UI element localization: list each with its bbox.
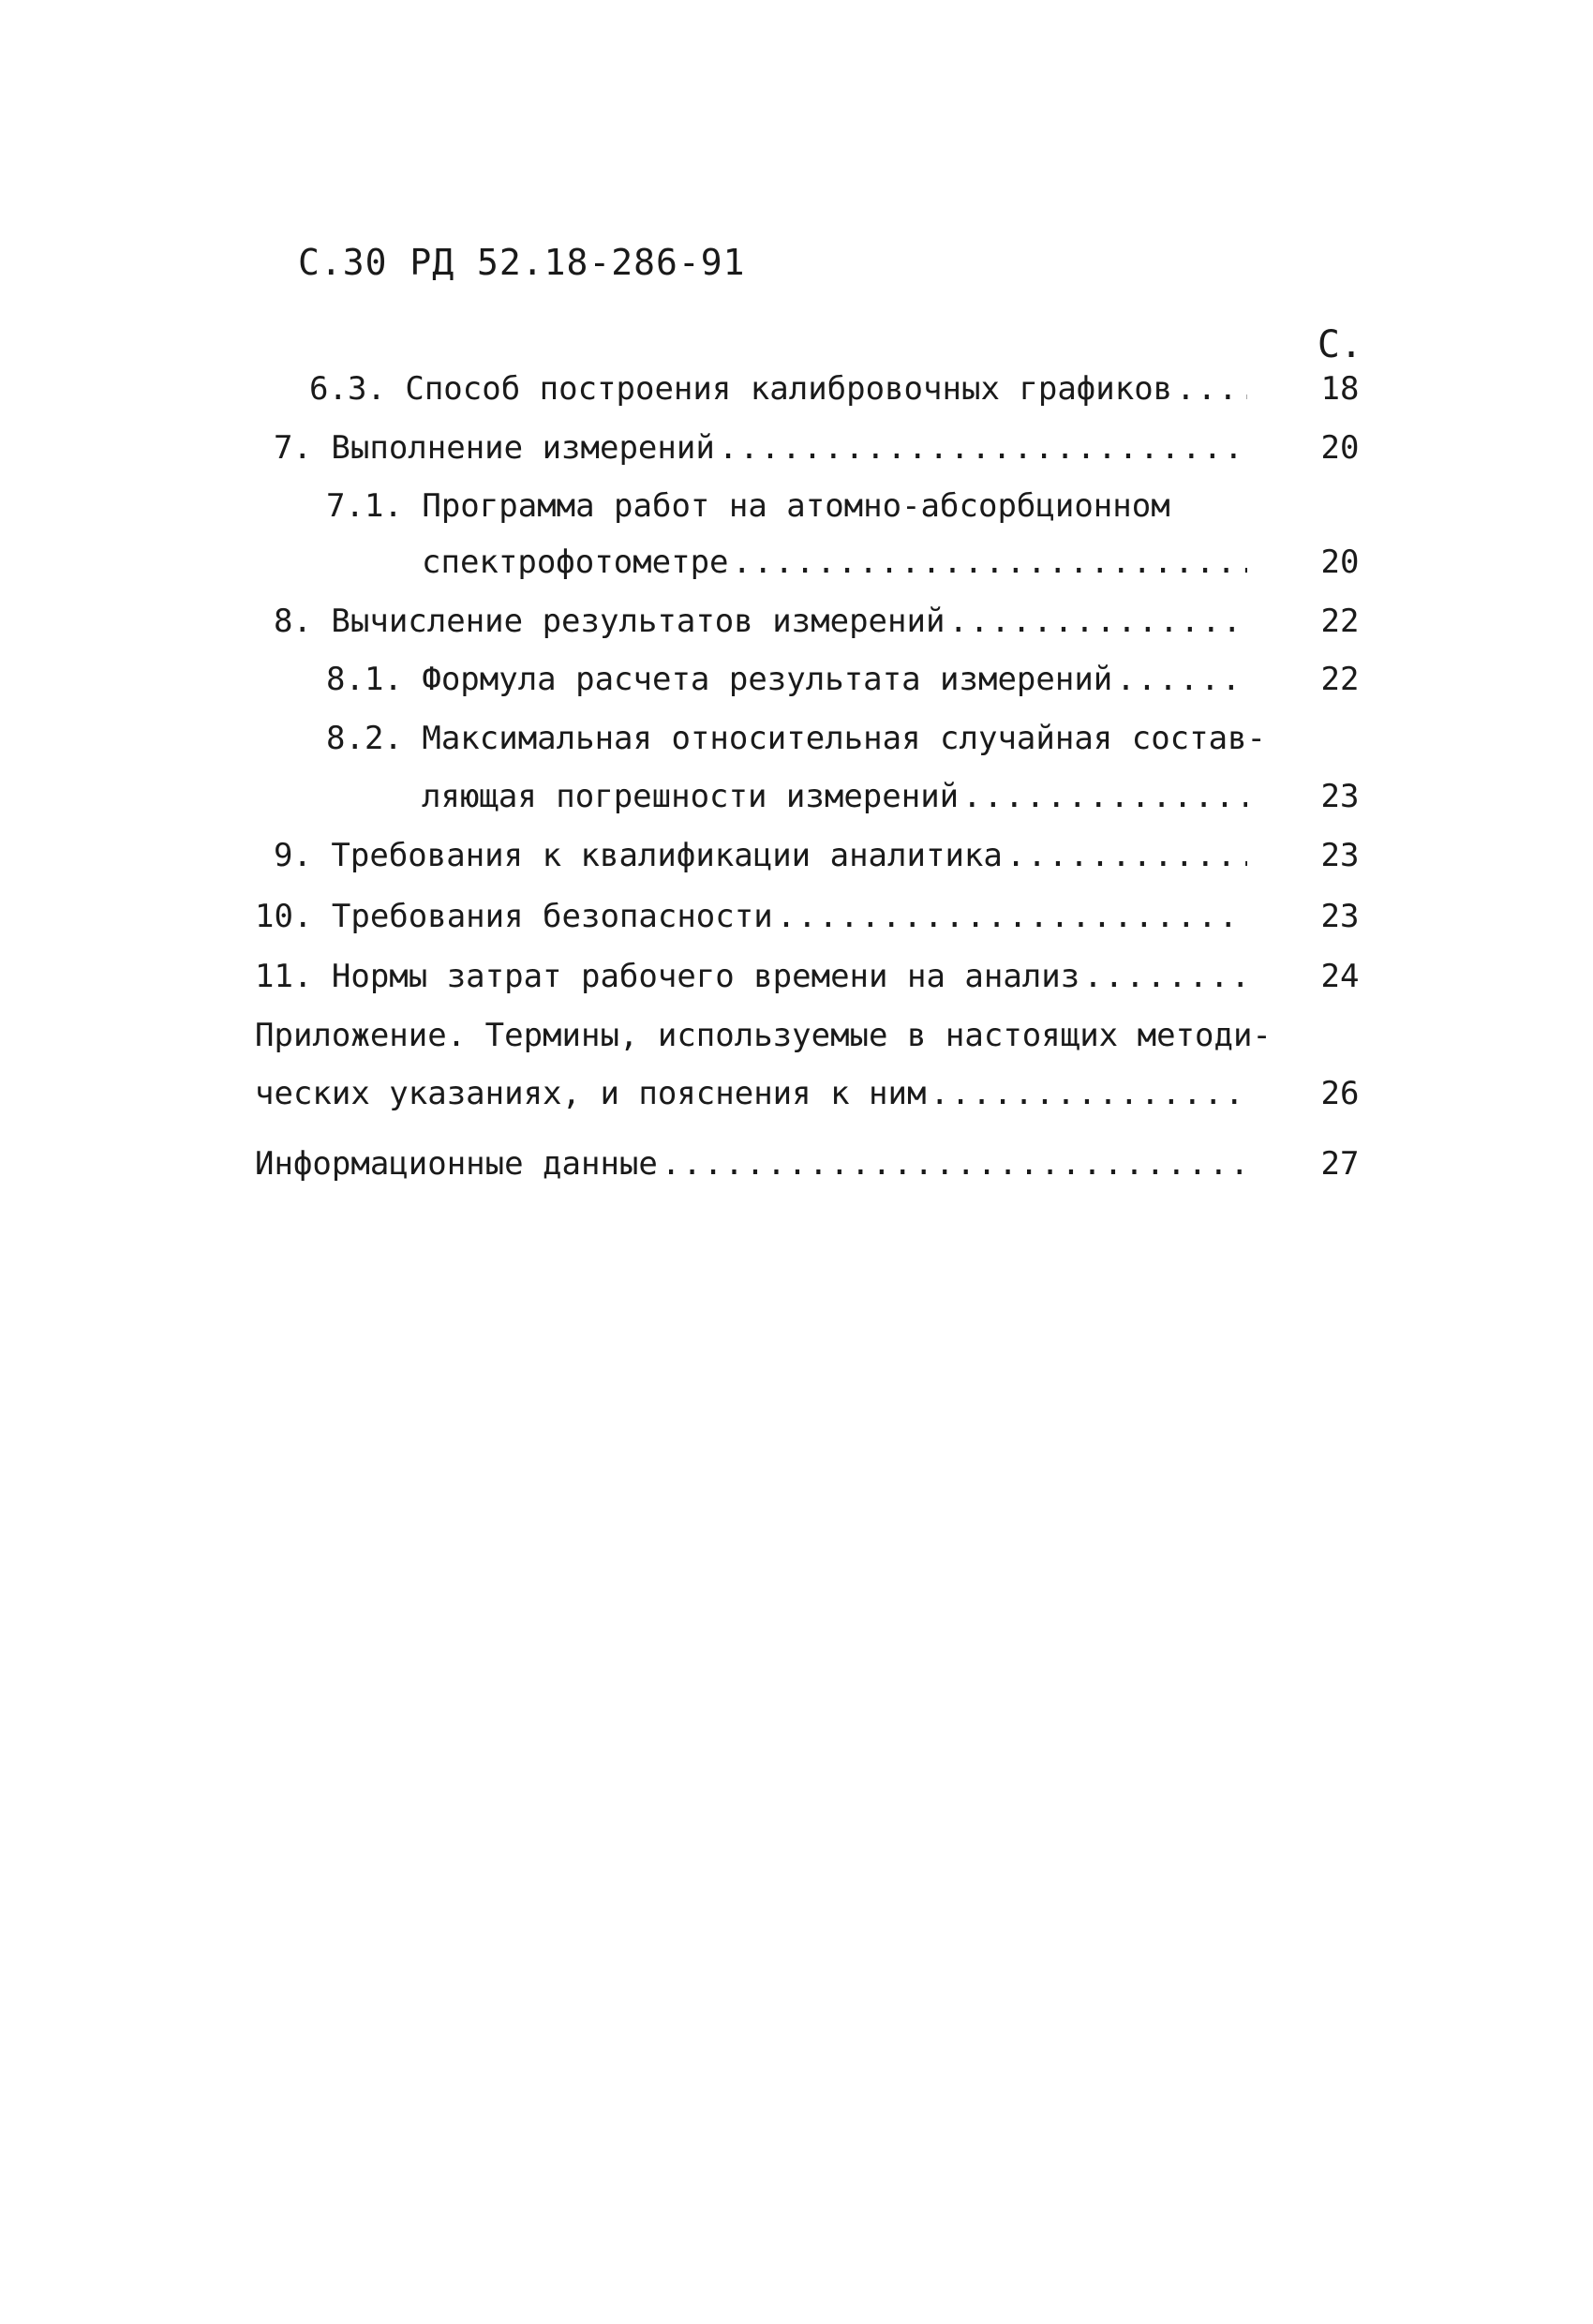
toc-entry[interactable] [309, 370, 1251, 417]
toc-entry-label: 8. Вычисление результатов измерений [274, 603, 945, 640]
toc-entry-label: спектрофотометре [422, 544, 729, 581]
toc-entry-label: 10. Требования безопасности [255, 898, 773, 935]
toc-entry-label: 7. Выполнение измерений [274, 429, 715, 467]
toc-entry-page: 18 [1320, 370, 1360, 408]
toc-entry-label-line1: Приложение. Термины, используемые в настоящих методи- [255, 1017, 1272, 1054]
toc-leader-dots [1176, 370, 1247, 408]
toc-leader-dots [733, 544, 1247, 581]
toc-entry-page: 23 [1320, 898, 1360, 935]
toc-entry-page: 22 [1320, 603, 1360, 640]
toc-entry[interactable] [274, 837, 1251, 884]
toc-entry-page: 23 [1320, 837, 1360, 874]
toc-entry-label: Информационные данные [255, 1145, 658, 1183]
toc-entry[interactable] [255, 1075, 1251, 1122]
toc-entry-page: 24 [1320, 958, 1360, 995]
toc-entry-label: 6.3. Способ построения калибровочных графиков [309, 370, 1173, 408]
toc-entry-page: 20 [1320, 544, 1360, 581]
toc-entry[interactable] [255, 958, 1251, 1005]
toc-leader-dots [777, 898, 1247, 935]
toc-entry[interactable] [255, 1145, 1251, 1192]
toc-entry-label: 9. Требования к квалификации аналитика [274, 837, 1003, 874]
toc-entry-label: 11. Нормы затрат рабочего времени на анализ [255, 958, 1080, 995]
toc-entry-page: 23 [1320, 778, 1360, 815]
toc-entry[interactable] [255, 898, 1251, 945]
toc-leader-dots [962, 778, 1247, 815]
toc-leader-dots [719, 429, 1247, 467]
toc-leader-dots [948, 603, 1247, 640]
toc-entry-label: ляющая погрешности измерений [422, 778, 960, 815]
toc-entry[interactable] [422, 778, 1251, 825]
toc-leader-dots [1083, 958, 1247, 995]
toc-entry[interactable] [274, 603, 1251, 649]
toc-entry-page: 27 [1320, 1145, 1360, 1183]
page-header: С.30 РД 52.18-286-91 [298, 242, 746, 283]
toc-entry[interactable] [326, 661, 1251, 708]
toc-entry-page: 26 [1320, 1075, 1360, 1112]
toc-entry-page: 20 [1320, 429, 1360, 467]
toc-leader-dots [930, 1075, 1247, 1112]
toc-entry-page: 22 [1320, 661, 1360, 698]
toc-leader-dots [662, 1145, 1247, 1183]
page-column-label: С. [1317, 323, 1363, 366]
toc-leader-dots [1116, 661, 1247, 698]
toc-entry-label-line1: 8.2. Максимальная относительная случайная состав- [326, 720, 1267, 757]
toc-entry-label-line1: 7.1. Программа работ на атомно-абсорбционном [326, 487, 1170, 525]
toc-entry[interactable] [274, 429, 1251, 476]
toc-entry[interactable] [422, 544, 1251, 590]
toc-leader-dots [1006, 837, 1247, 874]
toc-entry-label: 8.1. Формула расчета результата измерений [326, 661, 1113, 698]
toc-entry-label: ческих указаниях, и пояснения к ним [255, 1075, 927, 1112]
